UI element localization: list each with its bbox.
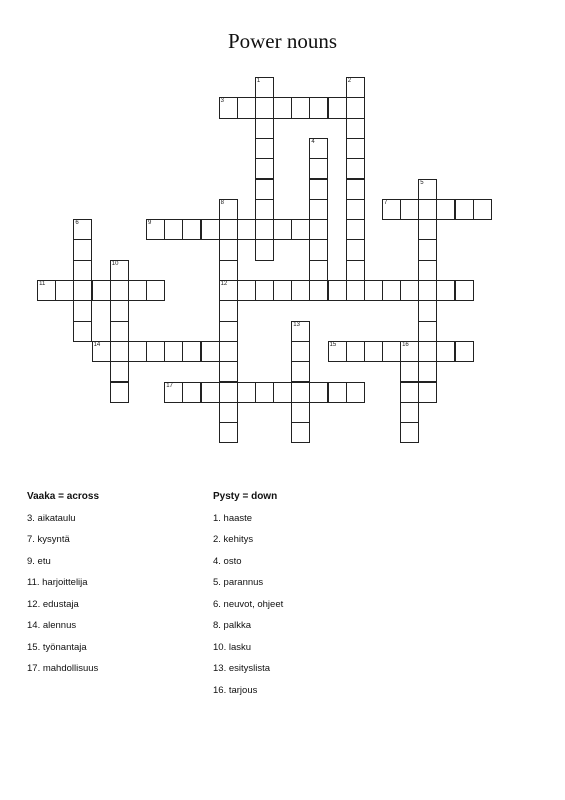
grid-cell[interactable]	[219, 260, 238, 281]
grid-cell[interactable]	[309, 138, 328, 159]
grid-cell[interactable]	[455, 199, 474, 220]
across-clue: 12. edustaja	[27, 598, 79, 610]
clue-number: 13	[293, 321, 300, 328]
grid-cell[interactable]	[219, 321, 238, 342]
clue-number: 1	[256, 78, 261, 84]
clue-number: 4	[311, 138, 315, 145]
grid-cell[interactable]	[201, 341, 220, 362]
grid-cell[interactable]	[110, 382, 129, 403]
grid-cell[interactable]	[73, 321, 92, 342]
across-clue: 3. aikataulu	[27, 512, 76, 524]
clue-number: 10	[111, 260, 119, 267]
grid-cell[interactable]	[219, 422, 238, 443]
grid-cell[interactable]	[291, 382, 310, 403]
grid-cell[interactable]	[201, 382, 220, 403]
clue-number: 3	[220, 98, 224, 105]
clue-number: 17	[166, 382, 173, 389]
grid-cell[interactable]	[219, 97, 238, 118]
grid-cell[interactable]	[219, 300, 238, 321]
grid-cell[interactable]	[273, 280, 292, 301]
grid-cell[interactable]	[418, 341, 437, 362]
grid-cell[interactable]	[255, 158, 274, 179]
grid-cell[interactable]	[364, 341, 383, 362]
grid-cell[interactable]	[201, 219, 220, 240]
grid-cell[interactable]	[219, 199, 238, 220]
across-clue: 15. työnantaja	[27, 641, 87, 653]
grid-cell[interactable]	[182, 219, 201, 240]
grid-cell[interactable]	[418, 321, 437, 342]
grid-cell[interactable]	[346, 219, 365, 240]
clue-number: 12	[220, 281, 228, 287]
grid-cell[interactable]	[455, 341, 474, 362]
grid-cell[interactable]	[273, 382, 292, 403]
grid-cell[interactable]	[92, 341, 111, 362]
grid-cell[interactable]	[273, 97, 292, 118]
grid-cell[interactable]	[418, 300, 437, 321]
clue-number: 15	[329, 341, 337, 348]
grid-cell[interactable]	[219, 341, 238, 362]
grid-cell[interactable]	[309, 280, 328, 301]
down-clue: 2. kehitys	[213, 534, 254, 545]
grid-cell[interactable]	[309, 382, 328, 403]
grid-cell[interactable]	[436, 280, 455, 301]
across-clue: 9. etu	[27, 555, 51, 567]
grid-cell[interactable]	[255, 382, 274, 403]
grid-cell[interactable]	[219, 402, 238, 423]
grid-cell[interactable]	[146, 341, 165, 362]
grid-cell[interactable]	[92, 280, 111, 301]
puzzle-title: Power nouns	[227, 29, 338, 53]
grid-cell[interactable]	[146, 280, 165, 301]
grid-cell[interactable]	[418, 361, 437, 382]
grid-cell[interactable]	[418, 219, 437, 240]
clue-number: 9	[148, 220, 152, 227]
grid-cell[interactable]	[255, 280, 274, 301]
grid-cell[interactable]	[418, 199, 437, 220]
grid-cell[interactable]	[255, 138, 274, 159]
grid-cell[interactable]	[346, 97, 365, 118]
across-heading: Vaaka = across	[27, 491, 100, 502]
grid-cell[interactable]	[291, 422, 310, 443]
down-clue: 8. palkka	[213, 620, 252, 631]
grid-cell[interactable]	[237, 280, 256, 301]
grid-cell[interactable]	[309, 260, 328, 281]
grid-cell[interactable]	[73, 260, 92, 281]
clue-number: 11	[39, 281, 46, 287]
grid-cell[interactable]	[182, 382, 201, 403]
grid-cell[interactable]	[346, 138, 365, 159]
down-clues	[213, 486, 283, 701]
grid-cell[interactable]	[110, 321, 129, 342]
down-clue: 1. haaste	[213, 512, 253, 524]
grid-cell[interactable]	[237, 219, 256, 240]
grid-cell[interactable]	[128, 341, 147, 362]
grid-cell[interactable]	[328, 341, 347, 362]
grid-cell[interactable]	[346, 341, 365, 362]
grid-cell[interactable]	[182, 341, 201, 362]
grid-cell[interactable]	[110, 361, 129, 382]
grid-cell[interactable]	[436, 341, 455, 362]
down-clue: 6. neuvot, ohjeet	[213, 598, 284, 610]
across-clues	[27, 486, 99, 680]
clue-number: 5	[420, 179, 424, 186]
grid-cell[interactable]	[219, 361, 238, 382]
grid-cell[interactable]	[255, 77, 274, 98]
grid-cell[interactable]	[110, 300, 129, 321]
grid-cell[interactable]	[382, 280, 401, 301]
grid-cell[interactable]	[273, 219, 292, 240]
grid-cell[interactable]	[255, 118, 274, 139]
grid-cell[interactable]	[400, 280, 419, 301]
grid-cell[interactable]	[400, 402, 419, 423]
grid-cell[interactable]	[328, 280, 347, 301]
grid-cell[interactable]	[473, 199, 492, 220]
grid-cell[interactable]	[400, 422, 419, 443]
grid-cell[interactable]	[219, 382, 238, 403]
grid-cell[interactable]	[164, 341, 183, 362]
grid-cell[interactable]	[436, 199, 455, 220]
grid-cell[interactable]	[346, 280, 365, 301]
grid-cell[interactable]	[55, 280, 74, 301]
grid-cell[interactable]	[346, 382, 365, 403]
grid-cell[interactable]	[346, 199, 365, 220]
grid-cell[interactable]	[128, 280, 147, 301]
grid-cell[interactable]	[73, 300, 92, 321]
grid-cell[interactable]	[418, 260, 437, 281]
clue-number: 8	[220, 199, 224, 206]
grid-cell[interactable]	[164, 219, 183, 240]
grid-cell[interactable]	[382, 341, 401, 362]
grid-cell[interactable]	[73, 219, 92, 240]
grid-cell[interactable]	[291, 97, 310, 118]
grid-cell[interactable]	[291, 402, 310, 423]
grid-cell[interactable]	[418, 280, 437, 301]
grid-cell[interactable]	[382, 199, 401, 220]
grid-cell[interactable]	[73, 280, 92, 301]
down-clue: 5. parannus	[213, 577, 264, 588]
across-clue: 11. harjoittelija	[27, 577, 88, 588]
clue-number: 14	[93, 341, 101, 348]
grid-cell[interactable]	[219, 239, 238, 260]
grid-cell[interactable]	[328, 97, 347, 118]
grid-cell[interactable]	[346, 118, 365, 139]
grid-cell[interactable]	[418, 382, 437, 403]
grid-cell[interactable]	[255, 199, 274, 220]
grid-cell[interactable]	[255, 239, 274, 260]
grid-cell[interactable]	[255, 219, 274, 240]
grid-cell[interactable]	[346, 77, 365, 98]
grid-cell[interactable]	[400, 341, 419, 362]
down-clue: 16. tarjous	[213, 684, 258, 696]
down-clue: 4. osto	[213, 555, 242, 567]
grid-cell[interactable]	[364, 280, 383, 301]
grid-cell[interactable]	[110, 280, 129, 301]
grid-cell[interactable]	[237, 97, 256, 118]
grid-cell[interactable]	[418, 179, 437, 200]
grid-cell[interactable]	[309, 199, 328, 220]
clue-number: 16	[402, 341, 409, 348]
grid-cell[interactable]	[164, 382, 183, 403]
grid-cell[interactable]	[346, 158, 365, 179]
grid-cell[interactable]	[237, 382, 256, 403]
down-clue: 13. esityslista	[213, 663, 271, 674]
grid-cell[interactable]	[328, 382, 347, 403]
clue-number: 2	[347, 78, 352, 84]
grid-cell[interactable]	[400, 382, 419, 403]
grid-cell[interactable]	[291, 361, 310, 382]
grid-cell[interactable]	[291, 280, 310, 301]
across-clue: 17. mahdollisuus	[27, 663, 99, 674]
grid-cell[interactable]	[37, 280, 56, 301]
grid-cell[interactable]	[400, 199, 419, 220]
across-clue: 14. alennus	[27, 620, 77, 631]
grid-cell[interactable]	[146, 219, 165, 240]
grid-cell[interactable]	[346, 179, 365, 200]
grid-cell[interactable]	[309, 97, 328, 118]
grid-cell[interactable]	[309, 219, 328, 240]
grid-cell[interactable]	[455, 280, 474, 301]
grid-cell[interactable]	[73, 239, 92, 260]
grid-cell[interactable]	[255, 179, 274, 200]
grid-cell[interactable]	[309, 239, 328, 260]
grid-cell[interactable]	[291, 341, 310, 362]
across-clue: 7. kysyntä	[27, 534, 70, 545]
grid-cell[interactable]	[219, 280, 238, 301]
grid-cell[interactable]	[110, 341, 129, 362]
grid-cell[interactable]	[291, 219, 310, 240]
grid-cell[interactable]	[346, 239, 365, 260]
grid-cell[interactable]	[110, 260, 129, 281]
grid-cell[interactable]	[309, 158, 328, 179]
down-heading: Pysty = down	[213, 491, 278, 502]
grid-cell[interactable]	[418, 239, 437, 260]
grid-cell[interactable]	[291, 321, 310, 342]
down-clue: 10. lasku	[213, 641, 252, 653]
grid-cell[interactable]	[255, 97, 274, 118]
clue-number: 7	[384, 199, 388, 206]
grid-cell[interactable]	[219, 219, 238, 240]
grid-cell[interactable]	[400, 361, 419, 382]
grid-cell[interactable]	[309, 179, 328, 200]
clue-number: 6	[75, 220, 79, 227]
grid-cell[interactable]	[346, 260, 365, 281]
